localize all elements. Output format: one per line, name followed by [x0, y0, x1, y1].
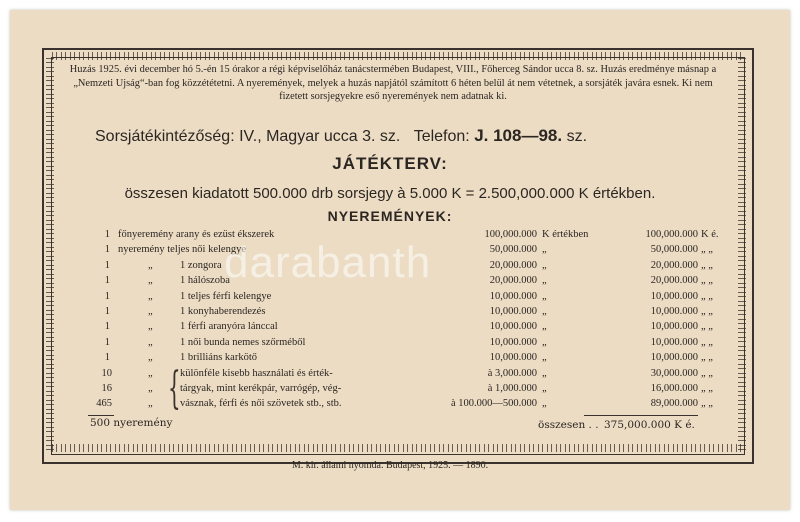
prize-amount: à 3,000.000 [487, 367, 537, 379]
ditto-mark: „ [148, 321, 153, 333]
prize-description: 1 brilliáns karkötő [180, 352, 257, 364]
value-label: „ [542, 383, 547, 394]
prize-count: 1 [104, 306, 110, 317]
group-brace: { [168, 363, 181, 414]
ditto-mark: „ [148, 259, 153, 271]
draw-information-text: Huzás 1925. évi december hó 5.-én 15 órakor a régi képviselőház tanácstermében Budapest, VIII., Főherceg Sándor ucca 8. sz. Huzás eredménye másnap a „Nemzeti Ujság“-ban fog közzététetni. A nyeremények, melyek a huzás napjától számított 6 héten belül át nem vétetnek, a sorsjáték javára esnek. Ki nem fizetett sorsjegyekre eső nyeremények nem adatnak ki. [69, 64, 717, 103]
prize-description: 1 teljes férfi kelengye [180, 290, 272, 302]
prize-count: 1 [104, 275, 110, 287]
prize-total: 10,000.000 [650, 352, 698, 364]
prize-count: 1 [104, 229, 110, 240]
prize-total: 20,000.000 [650, 259, 698, 271]
ticket-summary: összesen kiadatott 500.000 drb sorsjegy à 5.000 K = 2.500,000.000 K értékben. [124, 185, 656, 202]
prize-amount: 10,000.000 [489, 336, 537, 348]
value-label: „ [542, 275, 547, 287]
prize-row [0, 383, 780, 398]
lottery-office-line [95, 126, 587, 146]
phone-suffix: sz. [566, 128, 588, 145]
prize-description: főnyeremény arany és ezüst ékszerek [118, 229, 275, 240]
unit-label: „ „ [701, 352, 713, 364]
ditto-mark: „ [148, 275, 153, 287]
prize-count: 1 [104, 321, 110, 333]
value-label: „ [542, 352, 547, 364]
prize-total: 100,000.000 [645, 229, 698, 240]
prize-row [0, 398, 780, 413]
ditto-mark: „ [148, 367, 153, 379]
prize-row [0, 368, 780, 383]
unit-label: „ „ [701, 306, 713, 317]
prize-description: 1 zongora [180, 259, 222, 271]
value-label: „ [542, 398, 547, 410]
ditto-mark: „ [148, 306, 153, 317]
unit-label: „ „ [701, 259, 713, 271]
total-sum-value: 375,000.000 K é. [604, 419, 695, 431]
prize-count: 1 [104, 290, 110, 302]
value-label: „ [542, 306, 547, 317]
value-label: „ [542, 336, 547, 348]
prize-description: különféle kisebb használati és érték- [180, 367, 333, 379]
prize-total: 10,000.000 [650, 306, 698, 317]
prize-count: 465 [96, 398, 112, 410]
prize-total: 20,000.000 [650, 275, 698, 287]
prize-description: 1 konyhaberendezés [180, 306, 266, 317]
prize-count: 1 [104, 352, 110, 364]
prize-description: 1 hálószoba [180, 275, 230, 287]
unit-label: „ „ [701, 383, 713, 394]
game-plan-heading: JÁTÉKTERV: [332, 154, 448, 173]
prize-amount: 20,000.000 [489, 259, 537, 271]
value-label: „ [542, 244, 547, 256]
prize-description: tárgyak, mint kerékpár, varrógép, vég- [180, 383, 342, 394]
ditto-mark: „ [148, 352, 153, 364]
prize-row [0, 291, 780, 306]
watermark: darabanth [224, 238, 432, 287]
phone-number: J. 108—98. [474, 126, 563, 145]
value-label: „ [542, 367, 547, 379]
prize-count: 1 [104, 244, 110, 256]
office-label: Sorsjátékintézőség: [95, 128, 235, 145]
value-label: „ [542, 290, 547, 302]
phone-label: Telefon: [413, 128, 470, 145]
prize-amount: à 100.000—500.000 [450, 398, 537, 410]
prize-amount: 50,000.000 [489, 244, 537, 256]
prize-total: 50,000.000 [650, 244, 698, 256]
prize-amount: 10,000.000 [489, 290, 537, 302]
unit-label: K é. [701, 229, 719, 240]
prize-row [0, 306, 780, 321]
prize-amount: 100,000.000 [484, 229, 537, 240]
prize-description: 1 női bunda nemes szőrméből [180, 336, 306, 348]
unit-label: „ „ [701, 367, 713, 379]
unit-label: „ „ [701, 275, 713, 287]
prize-count: 1 [104, 259, 110, 271]
ditto-mark: „ [148, 383, 153, 394]
prize-total: 10,000.000 [650, 336, 698, 348]
prize-total: 10,000.000 [650, 321, 698, 333]
prize-total: 16,000.000 [650, 383, 698, 394]
sum-total-rule [584, 415, 698, 416]
total-prizes-count: 500 nyeremény [90, 417, 173, 429]
prize-amount: 10,000.000 [489, 321, 537, 333]
unit-label: „ „ [701, 336, 713, 348]
prize-description: vásznak, férfi és női szövetek stb., stb. [180, 398, 342, 410]
prize-count: 16 [101, 383, 112, 394]
prize-total: 30,000.000 [650, 367, 698, 379]
unit-label: „ „ [701, 398, 713, 410]
prize-total: 89,000.000 [650, 398, 698, 410]
total-sum-label: összesen . . [538, 419, 599, 431]
prize-count: 10 [101, 367, 112, 379]
ditto-mark: „ [148, 290, 153, 302]
value-label: „ [542, 321, 547, 333]
ditto-mark: „ [148, 398, 153, 410]
prize-amount: 10,000.000 [489, 306, 537, 317]
prize-amount: 10,000.000 [489, 352, 537, 364]
value-label: K értékben [542, 229, 589, 240]
prize-total: 10,000.000 [650, 290, 698, 302]
unit-label: „ „ [701, 321, 713, 333]
prize-amount: 20,000.000 [489, 275, 537, 287]
value-label: „ [542, 259, 547, 271]
unit-label: „ „ [701, 290, 713, 302]
prize-row [0, 352, 780, 367]
prize-description: nyeremény teljes női kelengye [118, 244, 246, 256]
prize-count: 1 [104, 336, 110, 348]
ditto-mark: „ [148, 336, 153, 348]
prize-amount: à 1,000.000 [487, 383, 537, 394]
prize-row [0, 337, 780, 352]
prizes-heading: NYEREMÉNYEK: [327, 208, 453, 224]
printer-imprint: M. kir. állami nyomda. Budapest, 1925. — 1890. [291, 460, 489, 471]
office-address: IV., Magyar ucca 3. sz. [239, 128, 401, 145]
unit-label: „ „ [701, 244, 713, 256]
count-total-rule [88, 415, 114, 416]
prize-row [0, 321, 780, 336]
prize-description: 1 férfi aranyóra lánccal [180, 321, 278, 333]
